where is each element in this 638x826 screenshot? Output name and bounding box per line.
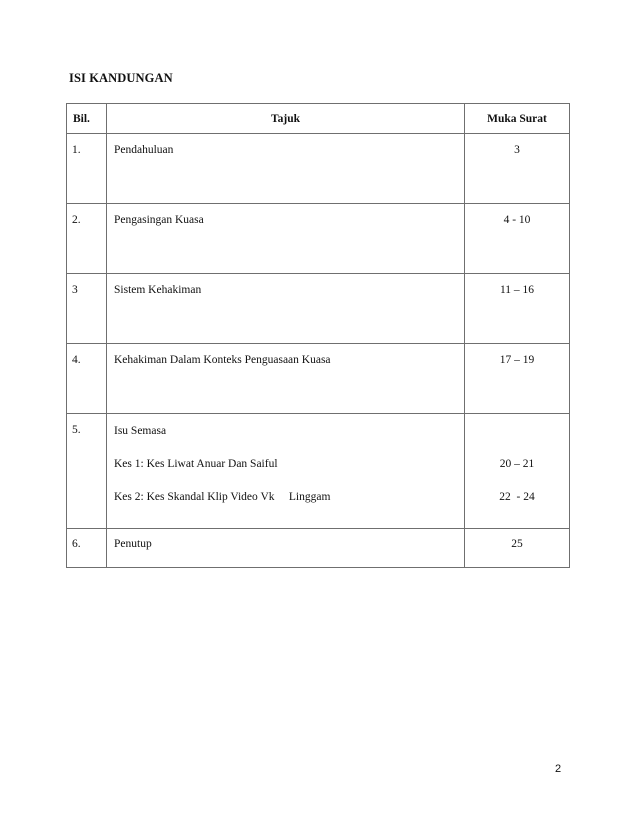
- row-title: Pendahuluan: [107, 134, 465, 204]
- column-header-muka-surat: Muka Surat: [465, 104, 570, 134]
- column-header-bil: Bil.: [67, 104, 107, 134]
- row-number: 4.: [67, 344, 107, 414]
- row-page: 25: [465, 529, 570, 568]
- table-row: [67, 344, 570, 414]
- column-header-tajuk: Tajuk: [107, 104, 465, 134]
- row-title: Pengasingan Kuasa: [107, 204, 465, 274]
- row-title: Sistem Kehakiman: [107, 274, 465, 344]
- row-number: 3: [67, 274, 107, 344]
- row-title: Isu Semasa: [114, 425, 167, 437]
- table-row: [67, 134, 570, 204]
- row-page: 4 - 10: [465, 204, 570, 274]
- row-page-group: [465, 414, 570, 529]
- table-row: [67, 274, 570, 344]
- table-row: [67, 414, 570, 529]
- row-page: 17 – 19: [465, 344, 570, 414]
- sub-item-title: Kes 2: Kes Skandal Klip Video Vk Linggam: [114, 491, 331, 503]
- table-header-row: [67, 104, 570, 134]
- table-of-contents: [66, 103, 570, 568]
- row-page: 3: [465, 134, 570, 204]
- row-number: 1.: [67, 134, 107, 204]
- sub-item-page: 22 - 24: [499, 491, 535, 503]
- sub-item-title: Kes 1: Kes Liwat Anuar Dan Saiful: [114, 458, 278, 470]
- row-title-group: [107, 414, 465, 529]
- sub-item-page: 20 – 21: [499, 458, 535, 470]
- row-number: 6.: [67, 529, 107, 568]
- row-page: 11 – 16: [465, 274, 570, 344]
- table-row: [67, 529, 570, 568]
- table-row: [67, 204, 570, 274]
- row-title: Penutup: [107, 529, 465, 568]
- page-title: ISI KANDUNGAN: [69, 71, 173, 85]
- page-number: 2: [555, 763, 562, 775]
- row-number: 2.: [67, 204, 107, 274]
- row-title: Kehakiman Dalam Konteks Penguasaan Kuasa: [107, 344, 465, 414]
- row-number: 5.: [67, 414, 107, 529]
